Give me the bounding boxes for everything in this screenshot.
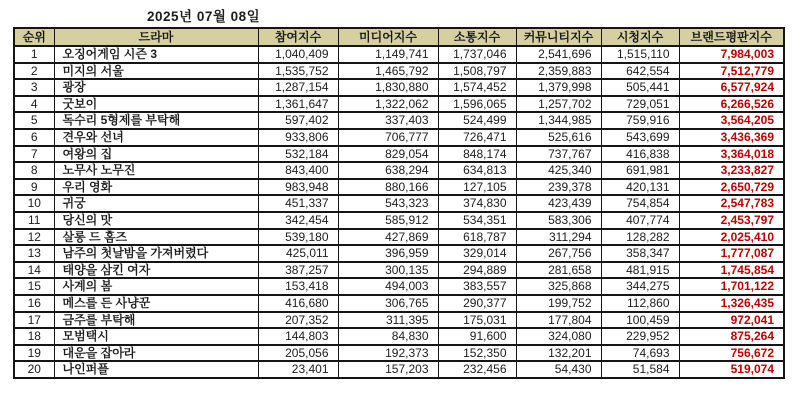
communication-cell: 91,600 xyxy=(438,328,516,345)
rank-cell: 5 xyxy=(14,112,54,129)
community-cell: 423,439 xyxy=(516,195,601,212)
rank-cell: 15 xyxy=(14,278,54,295)
rank-cell: 18 xyxy=(14,328,54,345)
viewing-cell: 505,441 xyxy=(601,79,679,96)
drama-cell: 살롱 드 홈즈 xyxy=(54,229,258,246)
media-cell: 829,054 xyxy=(338,146,438,163)
communication-cell: 726,471 xyxy=(438,129,516,146)
column-header-media: 미디어지수 xyxy=(338,28,438,46)
rank-cell: 3 xyxy=(14,79,54,96)
community-cell: 267,756 xyxy=(516,245,601,262)
community-cell: 281,658 xyxy=(516,262,601,279)
rank-cell: 12 xyxy=(14,229,54,246)
brand-cell: 875,264 xyxy=(679,328,784,345)
drama-cell: 남주의 첫날밤을 가져버렸다 xyxy=(54,245,258,262)
rank-cell: 13 xyxy=(14,245,54,262)
drama-cell: 굿보이 xyxy=(54,96,258,113)
community-cell: 177,804 xyxy=(516,312,601,329)
brand-cell: 2,025,410 xyxy=(679,229,784,246)
viewing-cell: 74,693 xyxy=(601,345,679,362)
communication-cell: 232,456 xyxy=(438,361,516,378)
drama-cell: 여왕의 집 xyxy=(54,146,258,163)
brand-cell: 1,326,435 xyxy=(679,295,784,312)
table-row xyxy=(14,162,784,179)
brand-cell: 3,364,018 xyxy=(679,146,784,163)
viewing-cell: 691,981 xyxy=(601,162,679,179)
media-cell: 638,294 xyxy=(338,162,438,179)
media-cell: 337,403 xyxy=(338,112,438,129)
column-header-brand: 브랜드평판지수 xyxy=(679,28,784,46)
media-cell: 543,323 xyxy=(338,195,438,212)
drama-cell: 귀궁 xyxy=(54,195,258,212)
brand-cell: 1,701,122 xyxy=(679,278,784,295)
table-row xyxy=(14,146,784,163)
communication-cell: 534,351 xyxy=(438,212,516,229)
brand-cell: 3,564,205 xyxy=(679,112,784,129)
table-row xyxy=(14,278,784,295)
table-row xyxy=(14,179,784,196)
table-row xyxy=(14,361,784,378)
brand-cell: 3,436,369 xyxy=(679,129,784,146)
table-row xyxy=(14,46,784,63)
viewing-cell: 112,860 xyxy=(601,295,679,312)
brand-cell: 3,233,827 xyxy=(679,162,784,179)
community-cell: 1,344,985 xyxy=(516,112,601,129)
drama-cell: 금주를 부탁해 xyxy=(54,312,258,329)
table-row xyxy=(14,112,784,129)
participation-cell: 425,011 xyxy=(258,245,338,262)
community-cell: 311,294 xyxy=(516,229,601,246)
media-cell: 494,003 xyxy=(338,278,438,295)
brand-cell: 6,266,526 xyxy=(679,96,784,113)
participation-cell: 539,180 xyxy=(258,229,338,246)
viewing-cell: 420,131 xyxy=(601,179,679,196)
column-header-viewing: 시청지수 xyxy=(601,28,679,46)
viewing-cell: 128,282 xyxy=(601,229,679,246)
table-row xyxy=(14,212,784,229)
communication-cell: 1,574,452 xyxy=(438,79,516,96)
communication-cell: 152,350 xyxy=(438,345,516,362)
brand-cell: 756,672 xyxy=(679,345,784,362)
community-cell: 425,340 xyxy=(516,162,601,179)
viewing-cell: 754,854 xyxy=(601,195,679,212)
header-row xyxy=(14,28,784,46)
media-cell: 396,959 xyxy=(338,245,438,262)
report-date-title: 2025년 07월 08일 xyxy=(147,9,261,24)
communication-cell: 634,813 xyxy=(438,162,516,179)
table-row xyxy=(14,129,784,146)
rank-cell: 1 xyxy=(14,46,54,63)
community-cell: 583,306 xyxy=(516,212,601,229)
community-cell: 324,080 xyxy=(516,328,601,345)
community-cell: 239,378 xyxy=(516,179,601,196)
participation-cell: 983,948 xyxy=(258,179,338,196)
viewing-cell: 759,916 xyxy=(601,112,679,129)
viewing-cell: 416,838 xyxy=(601,146,679,163)
drama-cell: 당신의 맛 xyxy=(54,212,258,229)
viewing-cell: 1,515,110 xyxy=(601,46,679,63)
drama-cell: 견우와 선녀 xyxy=(54,129,258,146)
media-cell: 300,135 xyxy=(338,262,438,279)
participation-cell: 387,257 xyxy=(258,262,338,279)
media-cell: 427,869 xyxy=(338,229,438,246)
media-cell: 706,777 xyxy=(338,129,438,146)
drama-cell: 노무사 노무진 xyxy=(54,162,258,179)
table-row xyxy=(14,195,784,212)
rank-cell: 6 xyxy=(14,129,54,146)
media-cell: 1,465,792 xyxy=(338,63,438,80)
participation-cell: 1,040,409 xyxy=(258,46,338,63)
drama-cell: 광장 xyxy=(54,79,258,96)
table-row xyxy=(14,96,784,113)
column-header-rank: 순위 xyxy=(14,28,54,46)
participation-cell: 1,287,154 xyxy=(258,79,338,96)
column-header-participation: 참여지수 xyxy=(258,28,338,46)
ranking-table-body xyxy=(14,46,784,378)
viewing-cell: 729,051 xyxy=(601,96,679,113)
communication-cell: 383,557 xyxy=(438,278,516,295)
rank-cell: 20 xyxy=(14,361,54,378)
brand-cell: 7,984,003 xyxy=(679,46,784,63)
participation-cell: 451,337 xyxy=(258,195,338,212)
brand-cell: 519,074 xyxy=(679,361,784,378)
media-cell: 1,149,741 xyxy=(338,46,438,63)
communication-cell: 848,174 xyxy=(438,146,516,163)
media-cell: 84,830 xyxy=(338,328,438,345)
brand-cell: 2,650,729 xyxy=(679,179,784,196)
community-cell: 2,541,696 xyxy=(516,46,601,63)
participation-cell: 144,803 xyxy=(258,328,338,345)
rank-cell: 17 xyxy=(14,312,54,329)
community-cell: 2,359,883 xyxy=(516,63,601,80)
communication-cell: 127,105 xyxy=(438,179,516,196)
communication-cell: 618,787 xyxy=(438,229,516,246)
media-cell: 585,912 xyxy=(338,212,438,229)
community-cell: 1,257,702 xyxy=(516,96,601,113)
brand-cell: 2,453,797 xyxy=(679,212,784,229)
rank-cell: 11 xyxy=(14,212,54,229)
communication-cell: 175,031 xyxy=(438,312,516,329)
column-header-drama: 드라마 xyxy=(54,28,258,46)
communication-cell: 1,596,065 xyxy=(438,96,516,113)
column-header-communication: 소통지수 xyxy=(438,28,516,46)
table-row xyxy=(14,79,784,96)
drama-cell: 사계의 봄 xyxy=(54,278,258,295)
brand-cell: 972,041 xyxy=(679,312,784,329)
rank-cell: 9 xyxy=(14,179,54,196)
participation-cell: 342,454 xyxy=(258,212,338,229)
communication-cell: 1,508,797 xyxy=(438,63,516,80)
drama-ranking-table xyxy=(13,27,785,379)
table-row xyxy=(14,262,784,279)
rank-cell: 7 xyxy=(14,146,54,163)
media-cell: 157,203 xyxy=(338,361,438,378)
rank-cell: 4 xyxy=(14,96,54,113)
community-cell: 525,616 xyxy=(516,129,601,146)
rank-cell: 2 xyxy=(14,63,54,80)
brand-cell: 7,512,779 xyxy=(679,63,784,80)
media-cell: 1,830,880 xyxy=(338,79,438,96)
viewing-cell: 100,459 xyxy=(601,312,679,329)
brand-cell: 1,777,087 xyxy=(679,245,784,262)
table-row xyxy=(14,295,784,312)
column-header-community: 커뮤니티지수 xyxy=(516,28,601,46)
participation-cell: 416,680 xyxy=(258,295,338,312)
viewing-cell: 543,699 xyxy=(601,129,679,146)
media-cell: 311,395 xyxy=(338,312,438,329)
brand-cell: 2,547,783 xyxy=(679,195,784,212)
table-row xyxy=(14,245,784,262)
table-row xyxy=(14,63,784,80)
rank-cell: 14 xyxy=(14,262,54,279)
communication-cell: 374,830 xyxy=(438,195,516,212)
drama-cell: 독수리 5형제를 부탁해 xyxy=(54,112,258,129)
communication-cell: 1,737,046 xyxy=(438,46,516,63)
participation-cell: 597,402 xyxy=(258,112,338,129)
drama-cell: 미지의 서울 xyxy=(54,63,258,80)
community-cell: 132,201 xyxy=(516,345,601,362)
viewing-cell: 481,915 xyxy=(601,262,679,279)
viewing-cell: 642,554 xyxy=(601,63,679,80)
viewing-cell: 229,952 xyxy=(601,328,679,345)
participation-cell: 933,806 xyxy=(258,129,338,146)
community-cell: 199,752 xyxy=(516,295,601,312)
participation-cell: 207,352 xyxy=(258,312,338,329)
drama-cell: 모범택시 xyxy=(54,328,258,345)
viewing-cell: 51,584 xyxy=(601,361,679,378)
media-cell: 192,373 xyxy=(338,345,438,362)
viewing-cell: 407,774 xyxy=(601,212,679,229)
rank-cell: 10 xyxy=(14,195,54,212)
table-row xyxy=(14,312,784,329)
drama-cell: 대운을 잡아라 xyxy=(54,345,258,362)
community-cell: 1,379,998 xyxy=(516,79,601,96)
community-cell: 54,430 xyxy=(516,361,601,378)
participation-cell: 153,418 xyxy=(258,278,338,295)
participation-cell: 532,184 xyxy=(258,146,338,163)
brand-cell: 1,745,854 xyxy=(679,262,784,279)
drama-cell: 나인퍼플 xyxy=(54,361,258,378)
media-cell: 306,765 xyxy=(338,295,438,312)
rank-cell: 16 xyxy=(14,295,54,312)
viewing-cell: 344,275 xyxy=(601,278,679,295)
participation-cell: 23,401 xyxy=(258,361,338,378)
brand-cell: 6,577,924 xyxy=(679,79,784,96)
viewing-cell: 358,347 xyxy=(601,245,679,262)
communication-cell: 294,889 xyxy=(438,262,516,279)
table-row xyxy=(14,328,784,345)
community-cell: 325,868 xyxy=(516,278,601,295)
drama-cell: 우리 영화 xyxy=(54,179,258,196)
table-row xyxy=(14,345,784,362)
participation-cell: 1,361,647 xyxy=(258,96,338,113)
drama-cell: 오징어게임 시즌 3 xyxy=(54,46,258,63)
participation-cell: 205,056 xyxy=(258,345,338,362)
participation-cell: 1,535,752 xyxy=(258,63,338,80)
rank-cell: 19 xyxy=(14,345,54,362)
community-cell: 737,767 xyxy=(516,146,601,163)
media-cell: 880,166 xyxy=(338,179,438,196)
communication-cell: 329,014 xyxy=(438,245,516,262)
drama-cell: 태양을 삼킨 여자 xyxy=(54,262,258,279)
rank-cell: 8 xyxy=(14,162,54,179)
table-row xyxy=(14,229,784,246)
communication-cell: 524,499 xyxy=(438,112,516,129)
table-header xyxy=(14,28,784,46)
media-cell: 1,322,062 xyxy=(338,96,438,113)
drama-cell: 메스를 든 사냥꾼 xyxy=(54,295,258,312)
communication-cell: 290,377 xyxy=(438,295,516,312)
participation-cell: 843,400 xyxy=(258,162,338,179)
